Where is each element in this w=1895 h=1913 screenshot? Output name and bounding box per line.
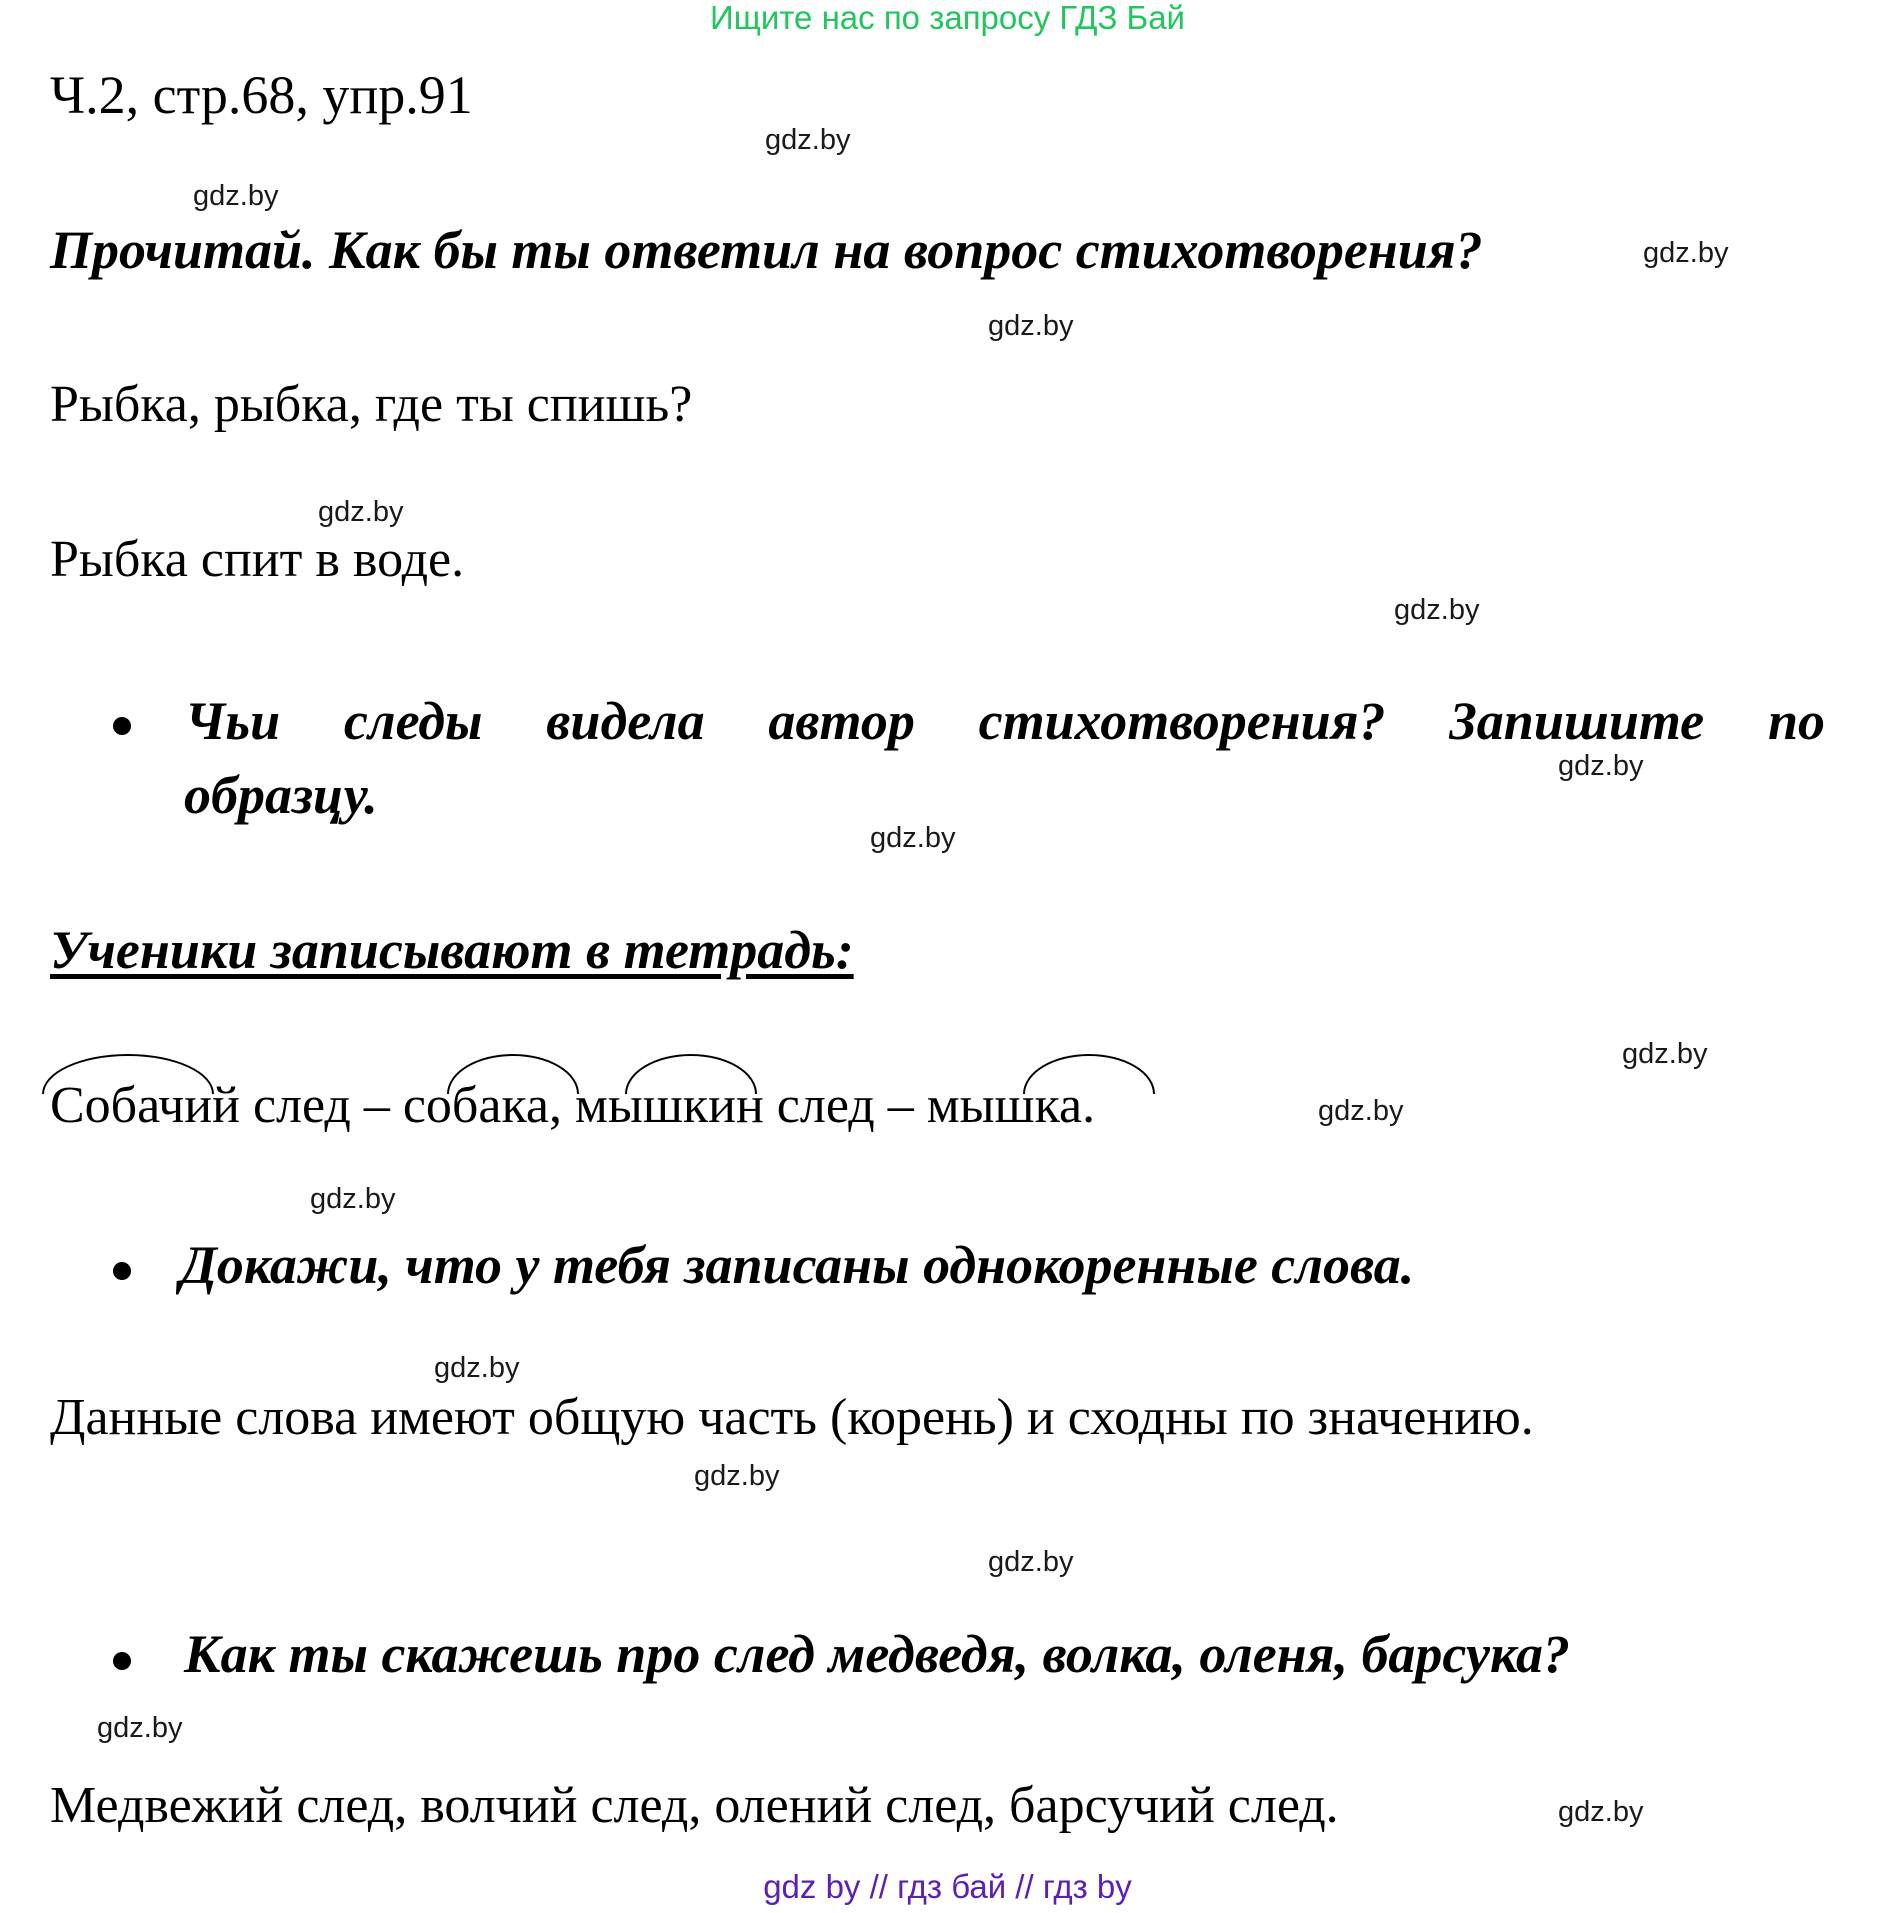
watermark: gdz.by — [1394, 594, 1480, 626]
task-footprints-end: образцу. — [184, 765, 378, 825]
task-word: по — [1767, 691, 1825, 751]
watermark: gdz.by — [1643, 237, 1729, 269]
answer-animal-tracks: Медвежий след, волчий след, олений след, барсучий след. — [50, 1777, 1339, 1834]
search-banner: Ищите нас по запросу ГДЗ Бай — [710, 0, 1185, 36]
task-animal-tracks: Как ты скажешь про след медведя, волка, оленя, барсука? — [184, 1624, 1570, 1684]
watermark: gdz.by — [988, 310, 1074, 342]
students-write-title: Ученики записывают в тетрадь: — [50, 920, 854, 980]
answer-common-root: Данные слова имеют общую часть (корень) и сходны по значению. — [50, 1389, 1534, 1446]
task-word: видела — [546, 691, 705, 751]
watermark: gdz.by — [193, 180, 279, 212]
watermark: gdz.by — [1558, 750, 1644, 782]
watermark: gdz.by — [988, 1546, 1074, 1578]
watermark: gdz.by — [434, 1352, 520, 1384]
watermark: gdz.by — [310, 1183, 396, 1215]
answer-cognates: Собачий след – собака, мышкин след – мышка. — [50, 1077, 1096, 1134]
bullet-dot — [113, 1262, 131, 1280]
watermark: gdz.by — [870, 822, 956, 854]
watermark: gdz.by — [1558, 1796, 1644, 1828]
task-prove-cognates: Докажи, что у тебя записаны однокоренные слова. — [180, 1235, 1415, 1295]
page-title: Ч.2, стр.68, упр.91 — [50, 65, 473, 125]
watermark: gdz.by — [1318, 1095, 1404, 1127]
watermark: gdz.by — [318, 496, 404, 528]
watermark: gdz.by — [694, 1460, 780, 1492]
task-word: Чьи — [185, 691, 281, 751]
task-word: Запишите — [1449, 691, 1705, 751]
poem-line-1: Рыбка, рыбка, где ты спишь? — [50, 376, 693, 433]
task-word: следы — [343, 691, 483, 751]
poem-line-2: Рыбка спит в воде. — [50, 531, 465, 588]
bullet-dot — [113, 717, 131, 735]
bullet-dot — [113, 1652, 131, 1670]
watermark: gdz.by — [1622, 1038, 1708, 1070]
watermark: gdz.by — [97, 1712, 183, 1744]
footer-links: gdz by // гдз бай // гдз by — [763, 1868, 1132, 1905]
task-footprints — [185, 686, 1825, 756]
task-word: стихотворения? — [978, 691, 1386, 751]
watermark: gdz.by — [765, 124, 851, 156]
task-read-question: Прочитай. Как бы ты ответил на вопрос стихотворения? — [50, 220, 1483, 280]
task-word: автор — [768, 691, 915, 751]
